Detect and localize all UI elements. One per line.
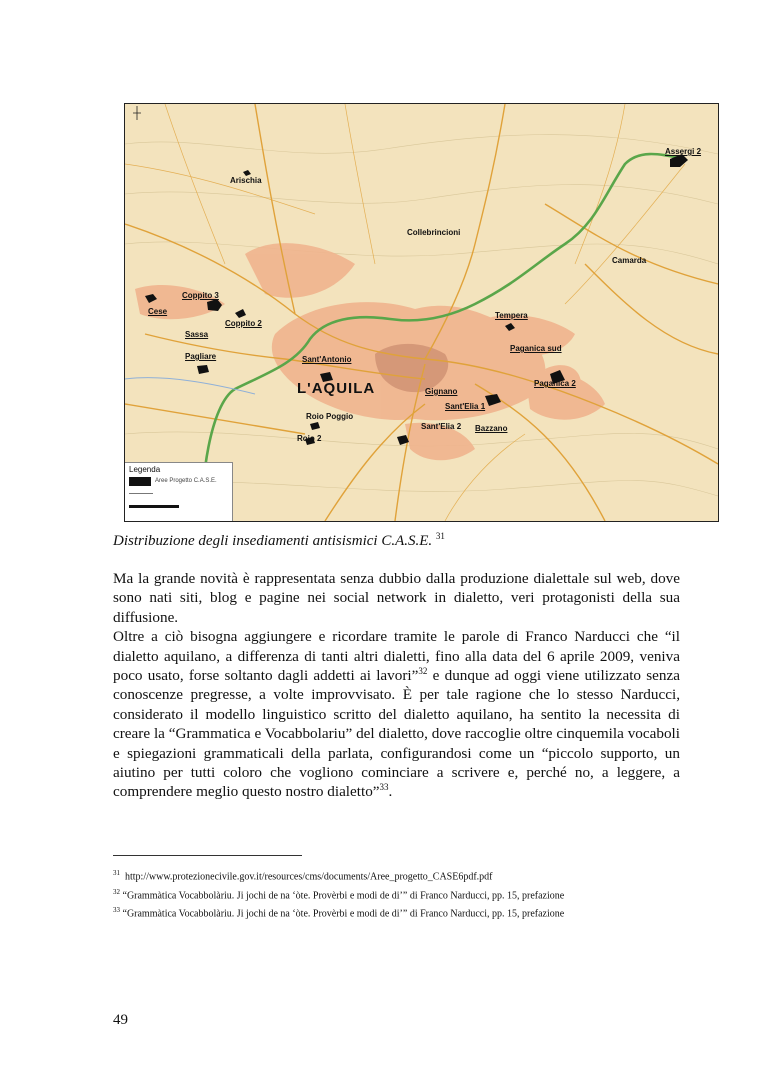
footnotes	[113, 866, 680, 922]
map-label-paganica-sud: Paganica sud	[510, 344, 562, 353]
map-label-coppito2: Coppito 2	[225, 319, 262, 328]
map-label-tempera: Tempera	[495, 311, 528, 320]
map-drawing	[125, 104, 718, 521]
map-label-sassa: Sassa	[185, 330, 209, 339]
map-label-camarda: Camarda	[612, 256, 647, 265]
footnote-33	[113, 903, 680, 922]
map-label-gignano: Gignano	[425, 387, 458, 396]
body-text	[113, 569, 680, 802]
map-label-laquila: L'AQUILA	[297, 380, 376, 397]
paragraph-2-end: .	[388, 783, 393, 801]
figure-caption	[113, 531, 445, 550]
footnote-number: 33	[113, 906, 120, 915]
map-label-roio2: Roio 2	[297, 434, 322, 443]
map-label-cese: Cese	[148, 307, 168, 316]
legend-title: Legenda	[129, 465, 161, 474]
map-label-pagliare: Pagliare	[185, 352, 217, 361]
footnote-ref-33: 33	[379, 782, 389, 793]
page-number: 49	[113, 1012, 128, 1028]
map-legend	[125, 462, 233, 522]
map-label-arischia: Arischia	[230, 176, 262, 185]
map-label-santelia1: Sant'Elia 1	[445, 402, 486, 411]
map-label-assergi2: Assergi 2	[665, 147, 702, 156]
footnote-text: “Grammàtica Vocabbolàriu. Ji jochi de na ‘òte. Provèrbi e modi de di’” di Franco Narducci, pp. 15, prefazione	[122, 908, 565, 920]
map-label-santelia2: Sant'Elia 2	[421, 422, 462, 431]
footnote-number: 31	[113, 869, 120, 877]
map-label-sant-antonio: Sant'Antonio	[302, 355, 352, 364]
map-figure	[124, 103, 719, 522]
paragraph-2-part-a: Oltre a ciò bisogna aggiungere e ricordare tramite le parole di Franco Narducci che “il dialetto aquilano, a differenza di tanti altri dialetti, fino alla data del 6 aprile 2009, veniva poco usato, forse soltanto dagli addetti ai lavori”	[113, 628, 680, 685]
map-label-coppito3: Coppito 3	[182, 291, 219, 300]
caption-footnote-ref: 31	[435, 531, 445, 541]
footnote-ref-32: 32	[418, 665, 428, 676]
paragraph-1: Ma la grande novità è rappresentata senza dubbio dalla produzione dialettale sul web, dove sono nati siti, blog e pagine nei social network in dialetto, veri protagonisti della sua diffusione.	[113, 570, 680, 626]
caption-text: Distribuzione degli insediamenti antisismici C.A.S.E.	[113, 533, 433, 549]
legend-swatch	[129, 477, 151, 486]
map-label-collebrincioni: Collebrincioni	[407, 228, 461, 237]
map-label-paganica2: Paganica 2	[534, 379, 576, 388]
footnote-separator	[113, 855, 302, 856]
footnote-text: “Grammàtica Vocabbolàriu. Ji jochi de na ‘òte. Provèrbi e modi de di’” di Franco Narducci, pp. 15, prefazione	[122, 889, 565, 901]
map-label-roio-poggio: Roio Poggio	[306, 412, 354, 421]
legend-scale-line	[129, 493, 153, 494]
paragraph-2-part-b: e dunque ad oggi viene utilizzato senza conoscenze pregresse, a volte improvvisato. È per tale ragione che lo stesso Narducci, considerato il modello linguistico scritto del dialetto aquilano, ha sentito la necessita di creare la “Grammatica e Vocabbolariu” del dialetto, dove raccoglie oltre cinquemila vocaboli e spiegazioni grammaticali della parlata, configurandosi come un “piccolo supporto, un aiutino per tutti coloro che vogliono cominciare a scrivere e, perché no, a leggere, a comprendere meglio questo nostro dialetto”	[113, 667, 680, 801]
footnote-text: http://www.protezionecivile.gov.it/resources/cms/documents/Aree_progetto_CASE6pdf.pdf	[125, 871, 493, 883]
map-label-bazzano: Bazzano	[475, 424, 508, 433]
scale-bar	[129, 505, 179, 508]
footnote-31	[113, 866, 680, 885]
paragraph-2	[113, 627, 680, 802]
legend-entry: Aree Progetto C.A.S.E.	[155, 478, 217, 484]
footnote-number: 32	[113, 887, 120, 896]
footnote-32	[113, 885, 680, 904]
